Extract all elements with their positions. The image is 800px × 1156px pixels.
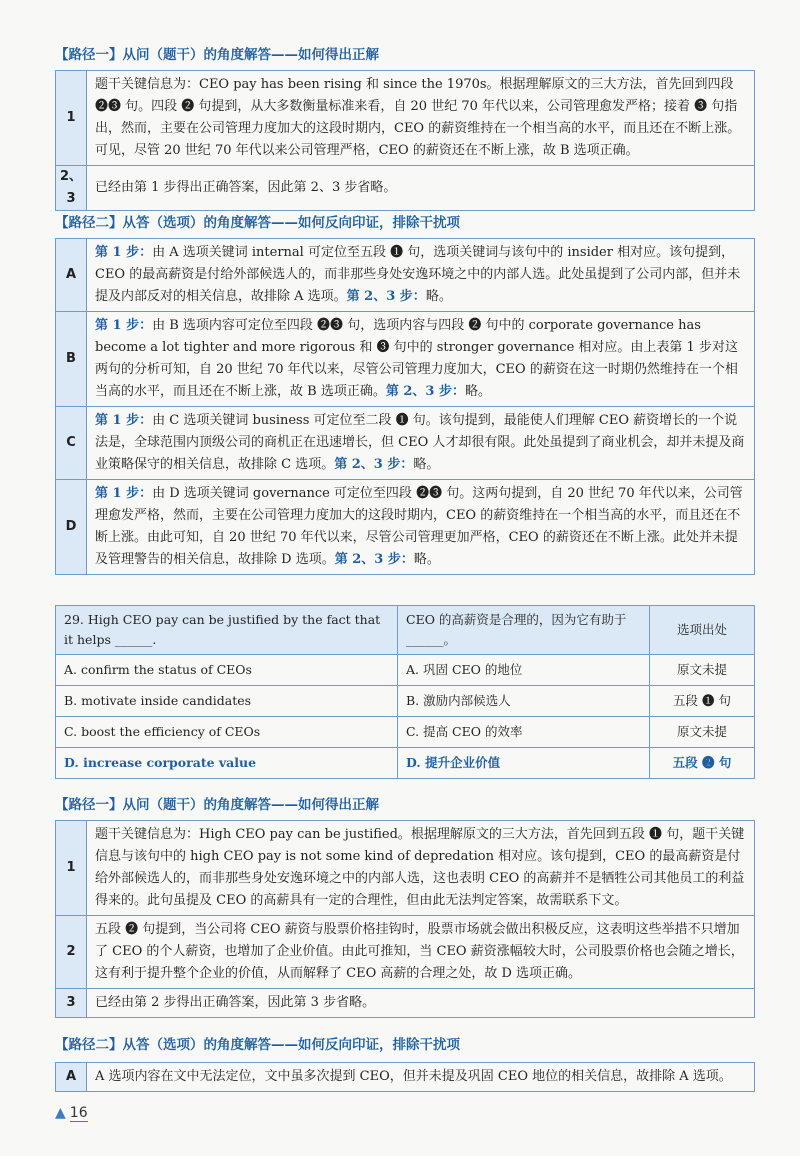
step-tail-text: 略。 [413, 552, 440, 567]
step-tail-text: 略。 [413, 457, 440, 472]
step-tail-text: 略。 [464, 384, 491, 399]
page-number: 16 [69, 1105, 88, 1121]
option-label: B [56, 312, 87, 407]
q29-path1-table [55, 820, 755, 1018]
step-prefix: 第 1 步： [95, 318, 153, 333]
page-footer [55, 1105, 88, 1121]
table-row [56, 989, 755, 1018]
table-row [56, 480, 755, 575]
option-en: A. confirm the status of CEOs [56, 655, 398, 686]
option-label: A [56, 239, 87, 312]
step-text: 题干关键信息为：CEO pay has been rising 和 since the 1970s。根据理解原文的三大方法，首先回到四段 ❷❸ 句。四段 ❷ 句提到，从大多数衡量标准来看，自 20 世纪 70 年代以来，公司管理愈发严格；接着 ❸ 句指出，然而，主要在公司管理力度加大的这段时期内，CEO 的薪资维持在一个相当高的水平，而且还在不断上涨。可见，尽管 20 世纪 70 年代以来公司管理严格，CEO 的薪资还在不断上涨，故 B 选项正确。 [87, 71, 755, 166]
option-source: 原文未提 [650, 655, 755, 686]
step-text: 已经由第 1 步得出正确答案，因此第 2、3 步省略。 [87, 166, 755, 211]
option-cn: C. 提高 CEO 的效率 [398, 717, 650, 748]
table-row [56, 239, 755, 312]
section-title-path2-q29: 【路径二】从答（选项）的角度解答——如何反向印证，排除干扰项 [55, 1037, 460, 1053]
source-header: 选项出处 [650, 606, 755, 655]
step-text: 已经由第 2 步得出正确答案，因此第 3 步省略。 [87, 989, 755, 1018]
question-cn: CEO 的高薪资是合理的，因为它有助于______。 [398, 606, 650, 655]
option-label: A [56, 1063, 87, 1092]
table-row [56, 821, 755, 916]
book-icon: ▲ [55, 1105, 66, 1121]
option-source: 五段 ❶ 句 [650, 686, 755, 717]
q29-path2-table [55, 1062, 755, 1092]
section-title-path2: 【路径二】从答（选项）的角度解答——如何反向印证，排除干扰项 [55, 215, 460, 231]
option-en: D. increase corporate value [56, 748, 398, 779]
option-source: 五段 ❷ 句 [650, 748, 755, 779]
option-analysis [87, 480, 755, 575]
option-analysis [87, 312, 755, 407]
option-analysis: A 选项内容在文中无法定位，文中虽多次提到 CEO，但并未提及巩固 CEO 地位的相关信息，故排除 A 选项。 [87, 1063, 755, 1092]
step-prefix: 第 1 步： [95, 413, 153, 428]
table-row [56, 717, 755, 748]
option-cn: A. 巩固 CEO 的地位 [398, 655, 650, 686]
table-row [56, 166, 755, 211]
q28-path2-table [55, 238, 755, 575]
table-row [56, 71, 755, 166]
step-tail: 第 2、3 步： [334, 457, 414, 472]
option-source: 原文未提 [650, 717, 755, 748]
step-label: 3 [56, 989, 87, 1018]
step-tail: 第 2、3 步： [346, 289, 426, 304]
table-row-correct [56, 748, 755, 779]
table-row [56, 655, 755, 686]
step-label: 2、3 [56, 166, 87, 211]
step-prefix: 第 1 步： [95, 486, 153, 501]
analysis-text: 由 C 选项关键词 business 可定位至二段 ❶ 句。该句提到，最能使人们理解 CEO 薪资增长的一个说法是，全球范围内顶级公司的商机正在迅速增长，但 CEO 人才却很有限。此处虽提到了商业机会，却并未提及商业策略保守的相关信息，故排除 C 选项。 [95, 413, 745, 472]
step-label: 2 [56, 916, 87, 989]
section-title-path1-q29: 【路径一】从问（题干）的角度解答——如何得出正解 [55, 797, 379, 813]
step-prefix: 第 1 步： [95, 245, 153, 260]
option-label: D [56, 480, 87, 575]
section-title-path1: 【路径一】从问（题干）的角度解答——如何得出正解 [55, 47, 379, 63]
step-text: 题干关键信息为：High CEO pay can be justified。根据理解原文的三大方法，首先回到五段 ❶ 句，题干关键信息与该句中的 high CEO pay is not some kind of depredation 相对应。该句提到，CEO 的最高薪资是付给外部候选人的，而非那些身处安逸环境之中的内部人选，这也表明 CEO 的高薪并不是牺牲公司其他员工的利益得来的。此句虽提及 CEO 的高薪具有一定的合理性，但由此无法判定答案，故需联系下文。 [87, 821, 755, 916]
table-row [56, 312, 755, 407]
step-text: 五段 ❷ 句提到，当公司将 CEO 薪资与股票价格挂钩时，股票市场就会做出积极反应，这表明这些举措不只增加了 CEO 的个人薪资，也增加了企业价值。由此可推知，当 CEO 薪资涨幅较大时，公司股票价格也会随之增长，这有利于提升整个企业的价值，从而解释了 CEO 高薪的合理之处，故 D 选项正确。 [87, 916, 755, 989]
analysis-text: 由 A 选项关键词 internal 可定位至五段 ❶ 句，选项关键词与该句中的 insider 相对应。该句提到，CEO 的最高薪资是付给外部候选人的，而非那些身处安逸环境之中的内部人选。此处虽提到了公司内部，但并未提及内部反对的相关信息，故排除 A 选项。 [95, 245, 741, 304]
q28-path1-table [55, 70, 755, 211]
table-row [56, 407, 755, 480]
option-analysis [87, 239, 755, 312]
option-label: C [56, 407, 87, 480]
table-row [56, 1063, 755, 1092]
table-header-row [56, 606, 755, 655]
analysis-text: 由 B 选项内容可定位至四段 ❷❸ 句，选项内容与四段 ❷ 句中的 corporate governance has become a lot tighter and more rigorous 和 ❸ 句中的 stronger governance 相对应。由上表第 1 步对这两句的分析可知，自 20 世纪 70 年代以来，尽管公司管理力度加大，CEO 的薪资在这一时期仍然维持在一个相当高的水平，而且还在不断上涨，故 B 选项正确。 [95, 318, 738, 399]
option-cn: B. 激励内部候选人 [398, 686, 650, 717]
step-tail: 第 2、3 步： [334, 552, 414, 567]
option-en: C. boost the efficiency of CEOs [56, 717, 398, 748]
option-en: B. motivate inside candidates [56, 686, 398, 717]
q29-options-table [55, 605, 755, 779]
option-cn: D. 提升企业价值 [398, 748, 650, 779]
step-tail-text: 略。 [425, 289, 452, 304]
question-en: 29. High CEO pay can be justified by the fact that it helps ______. [56, 606, 398, 655]
option-analysis [87, 407, 755, 480]
table-row [56, 916, 755, 989]
step-label: 1 [56, 71, 87, 166]
step-label: 1 [56, 821, 87, 916]
step-tail: 第 2、3 步： [385, 384, 465, 399]
analysis-text: 由 D 选项关键词 governance 可定位至四段 ❷❸ 句。这两句提到，自 20 世纪 70 年代以来，公司管理愈发严格，然而，主要在公司管理力度加大的这段时期内，CEO 的薪资维持在一个相当高的水平，而且还在不断上涨。由此可知，自 20 世纪 70 年代以来，尽管公司管理更加严格，CEO 的薪资还在不断上涨。此处并未提及管理警告的相关信息，故排除 D 选项。 [95, 486, 743, 567]
table-row [56, 686, 755, 717]
